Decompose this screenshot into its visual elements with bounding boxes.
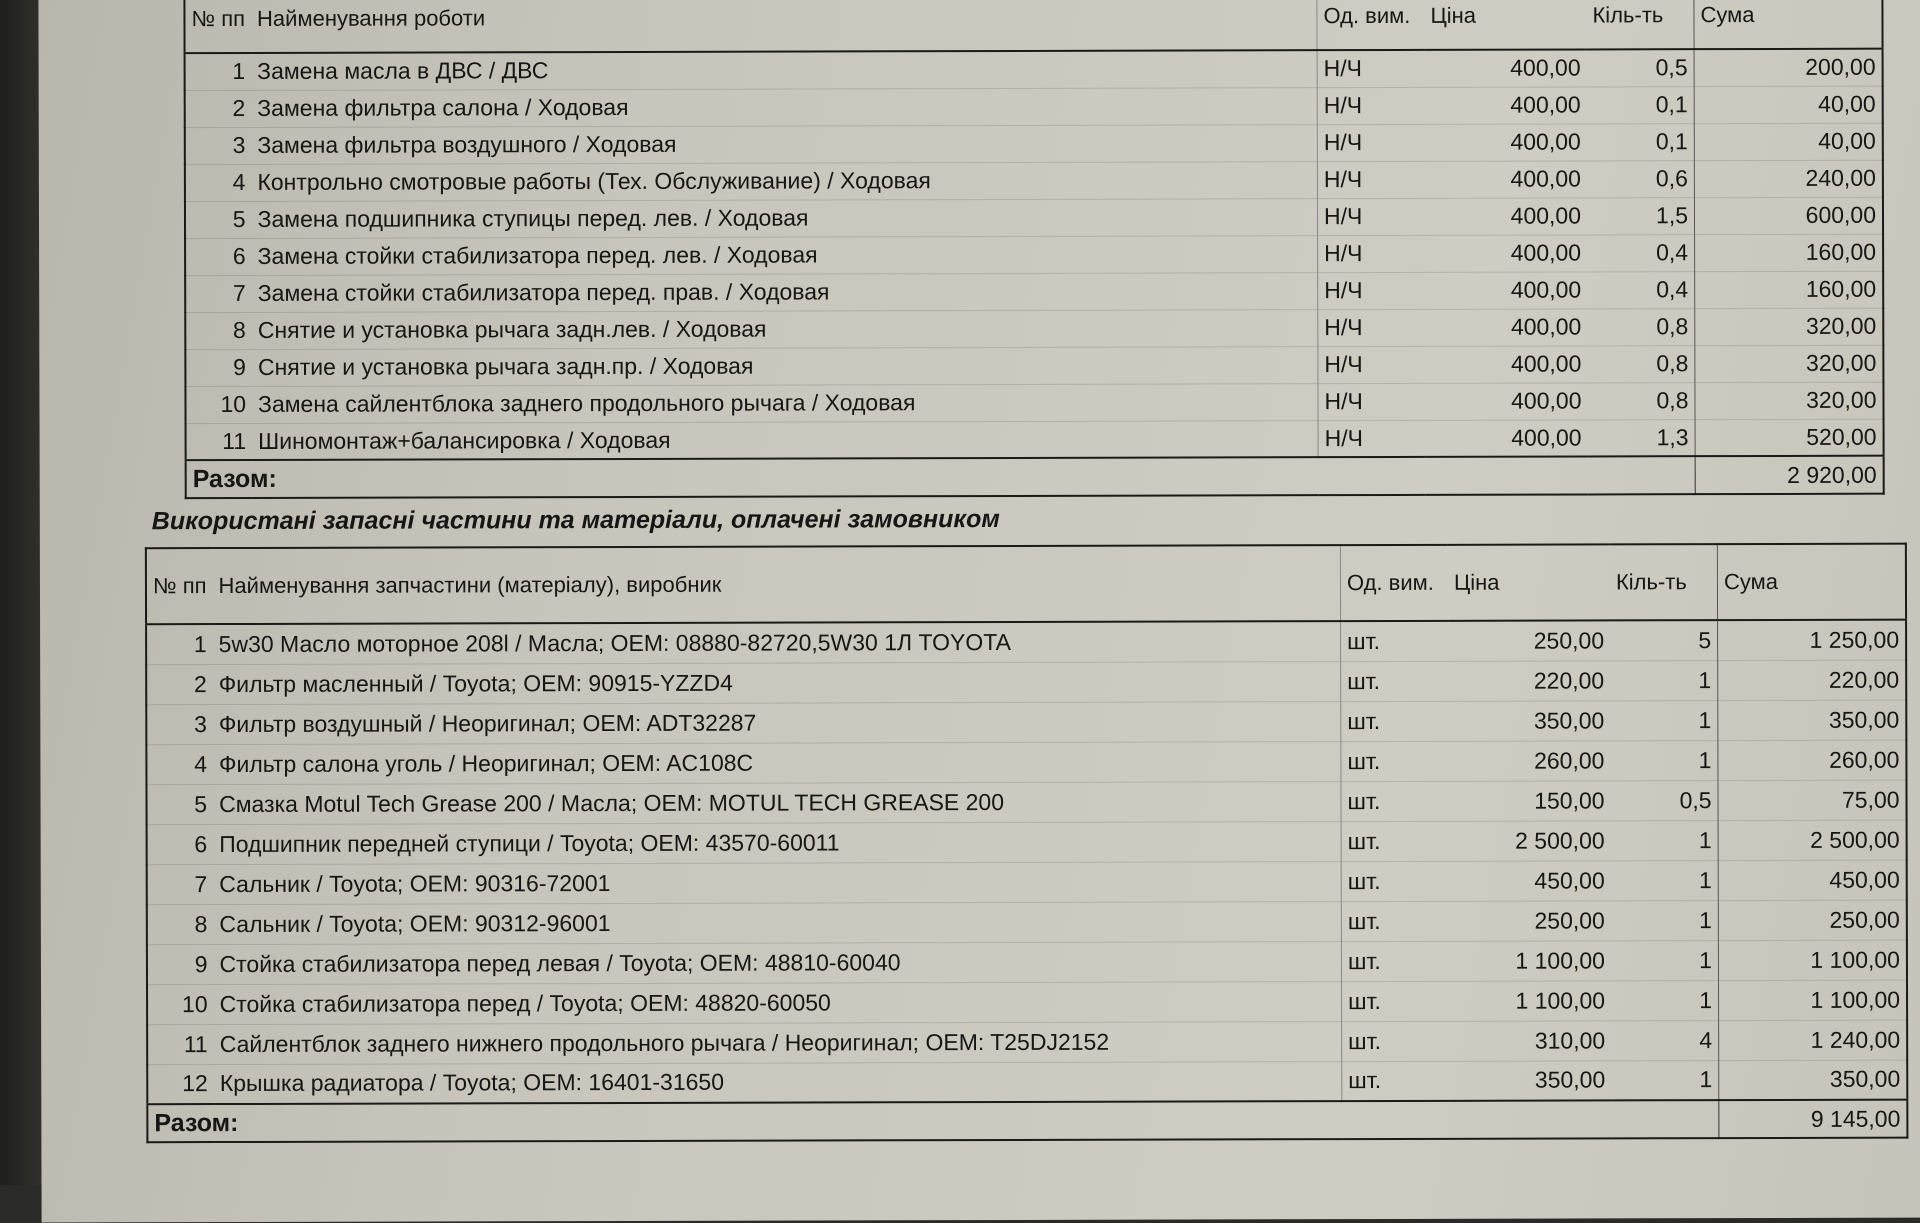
row-name: 5w30 Масло моторное 208l / Масла; OEM: 08880-82720,5W30 1Л TOYOTA — [218, 628, 1011, 657]
row-sum: 250,00 — [1829, 906, 1900, 933]
row-name: Стойка стабилизатора перед / Toyota; OEM: 48820-60050 — [219, 988, 831, 1017]
row-price: 400,00 — [1510, 128, 1581, 155]
row-sum: 220,00 — [1828, 666, 1900, 693]
row-name: Фильтр воздушный / Неоригинал; OEM: ADT32287 — [218, 709, 757, 737]
row-sum: 200,00 — [1805, 53, 1876, 81]
row-sum: 1 250,00 — [1809, 626, 1900, 653]
row-sum: 75,00 — [1841, 786, 1900, 813]
row-qty: 0,4 — [1587, 271, 1695, 308]
row-number: 10 — [181, 990, 208, 1017]
row-qty: 1 — [1610, 740, 1718, 780]
row-unit: Н/Ч — [1318, 383, 1426, 420]
row-unit: шт. — [1341, 981, 1449, 1021]
table-row — [185, 123, 1883, 164]
table-row — [147, 1020, 1907, 1065]
row-sum: 320,00 — [1806, 386, 1877, 413]
parts-section-title: Використані запасні частини та матеріали, оплачені замовником — [151, 505, 1000, 536]
row-sum: 320,00 — [1805, 312, 1877, 339]
document-page — [38, 0, 1920, 1223]
row-sum: 260,00 — [1829, 746, 1900, 773]
row-price: 400,00 — [1510, 313, 1582, 340]
table-row — [147, 940, 1907, 985]
row-name: Смазка Motul Tech Grease 200 / Масла; OEM: MOTUL TECH GREASE 200 — [219, 788, 1005, 817]
parts-table-header — [146, 544, 1906, 625]
header-price: Ціна — [1453, 569, 1500, 595]
row-unit: Н/Ч — [1317, 161, 1425, 198]
works-total-row — [186, 456, 1884, 498]
row-price: 400,00 — [1510, 165, 1581, 192]
table-row — [185, 271, 1883, 312]
header-sum: Сума — [1723, 568, 1779, 595]
row-price: 250,00 — [1534, 906, 1605, 934]
row-qty: 0,8 — [1587, 382, 1695, 419]
table-row — [147, 820, 1907, 865]
row-qty: 1,3 — [1588, 419, 1696, 456]
row-name: Стойка стабилизатора перед левая / Toyota; OEM: 48810-60040 — [219, 948, 901, 977]
row-number: 5 — [232, 205, 246, 233]
row-unit: шт. — [1341, 901, 1449, 941]
table-row — [185, 197, 1883, 238]
row-unit: Н/Ч — [1317, 124, 1425, 161]
table-row — [147, 900, 1907, 945]
row-sum: 160,00 — [1805, 238, 1877, 265]
row-sum: 1 100,00 — [1810, 986, 1901, 1013]
row-unit: Н/Ч — [1318, 420, 1426, 457]
row-number: 11 — [222, 427, 247, 454]
row-price: 400,00 — [1510, 276, 1582, 303]
parts-total-row — [147, 1100, 1907, 1143]
row-name: Подшипник передней ступици / Toyota; OEM: 43570-60011 — [219, 828, 840, 857]
table-row — [146, 660, 1906, 705]
row-number: 9 — [233, 353, 246, 381]
row-sum: 1 240,00 — [1810, 1026, 1901, 1053]
row-unit: шт. — [1341, 861, 1449, 901]
row-sum: 2 500,00 — [1810, 826, 1900, 853]
row-price: 400,00 — [1510, 91, 1581, 118]
row-qty: 1 — [1611, 980, 1719, 1020]
table-row — [185, 49, 1883, 90]
table-row — [185, 345, 1883, 386]
row-name: Замена фильтра воздушного / Ходовая — [257, 130, 677, 158]
row-name: Снятие и установка рычага задн.лев. / Ходовая — [257, 315, 767, 343]
row-number: 2 — [193, 670, 207, 697]
works-table-header — [184, 0, 1882, 53]
table-row — [186, 419, 1884, 460]
row-price: 260,00 — [1534, 746, 1605, 774]
total-label: Разом: — [154, 1108, 239, 1137]
row-number: 1 — [193, 630, 207, 657]
row-number: 4 — [194, 750, 208, 777]
row-unit: Н/Ч — [1318, 346, 1426, 383]
row-qty: 0,4 — [1587, 234, 1695, 271]
row-price: 400,00 — [1510, 54, 1581, 81]
row-qty: 1 — [1611, 900, 1719, 940]
row-sum: 350,00 — [1829, 1065, 1901, 1093]
row-unit: шт. — [1342, 1061, 1450, 1101]
row-unit: шт. — [1341, 621, 1449, 661]
row-unit: шт. — [1341, 661, 1449, 701]
header-name: Найменування роботи — [256, 5, 486, 31]
table-row — [146, 700, 1906, 745]
table-row — [147, 860, 1907, 905]
row-number: 4 — [232, 168, 246, 196]
row-name: Замена стойки стабилизатора перед. лев. / Ходовая — [257, 241, 818, 269]
row-qty: 0,5 — [1610, 780, 1718, 820]
row-unit: Н/Ч — [1318, 235, 1426, 272]
row-number: 6 — [194, 830, 208, 857]
row-price: 450,00 — [1534, 866, 1605, 894]
row-qty: 0,8 — [1587, 345, 1695, 382]
row-unit: Н/Ч — [1317, 50, 1425, 87]
row-number: 5 — [194, 790, 208, 817]
row-qty: 1 — [1611, 1060, 1719, 1100]
row-name: Замена сайлентблока заднего продольного рычага / Ходовая — [257, 389, 916, 417]
table-row — [146, 740, 1906, 785]
table-row — [146, 620, 1906, 665]
header-sum: Сума — [1700, 2, 1755, 28]
table-row — [185, 160, 1883, 201]
table-row — [185, 382, 1883, 423]
row-price: 400,00 — [1511, 387, 1582, 414]
row-number: 8 — [233, 316, 246, 344]
row-sum: 350,00 — [1828, 706, 1900, 733]
row-number: 1 — [232, 58, 246, 85]
row-qty: 1 — [1611, 860, 1719, 900]
header-no: № пп — [191, 5, 246, 32]
row-number: 3 — [194, 710, 207, 737]
header-price: Ціна — [1430, 2, 1477, 28]
row-unit: Н/Ч — [1318, 272, 1426, 309]
total-label: Разом: — [192, 464, 277, 493]
header-qty: Кіль-ть — [1586, 0, 1694, 49]
total-value: 2 920,00 — [1695, 456, 1884, 494]
row-qty: 0,1 — [1587, 86, 1695, 123]
header-name: Найменування запчастини (матеріалу), виробник — [218, 571, 722, 599]
row-unit: шт. — [1341, 821, 1449, 861]
row-unit: Н/Ч — [1318, 309, 1426, 346]
row-price: 400,00 — [1510, 239, 1582, 266]
row-unit: шт. — [1341, 941, 1449, 981]
row-qty: 1 — [1611, 820, 1719, 860]
header-unit: Од. вим. — [1317, 0, 1425, 50]
row-sum: 520,00 — [1806, 423, 1877, 450]
row-price: 1 100,00 — [1515, 986, 1606, 1014]
row-qty: 0,6 — [1587, 160, 1695, 197]
table-row — [147, 980, 1907, 1025]
row-name: Замена подшипника ступицы перед. лев. / Ходовая — [257, 204, 809, 232]
row-qty: 0,8 — [1587, 308, 1695, 345]
table-row — [185, 234, 1883, 275]
row-unit: шт. — [1341, 741, 1449, 781]
row-number: 9 — [194, 950, 208, 977]
row-qty: 1 — [1610, 700, 1718, 740]
row-name: Замена масла в ДВС / ДВС — [257, 57, 549, 85]
row-name: Крышка радиатора / Toyota; OEM: 16401-31650 — [219, 1068, 725, 1097]
table-row — [185, 308, 1883, 349]
row-sum: 40,00 — [1818, 127, 1876, 154]
row-number: 6 — [232, 242, 246, 270]
header-no: № пп — [152, 573, 207, 599]
row-sum: 160,00 — [1805, 275, 1877, 302]
row-number: 7 — [194, 870, 208, 897]
table-row — [185, 86, 1883, 127]
row-name: Контрольно смотровые работы (Тех. Обслуживание) / Ходовая — [257, 167, 931, 195]
row-name: Замена стойки стабилизатора перед. прав. / Ходовая — [257, 278, 830, 306]
row-unit: Н/Ч — [1317, 87, 1425, 124]
row-sum: 240,00 — [1805, 164, 1876, 191]
row-qty: 5 — [1610, 620, 1718, 660]
row-number: 12 — [182, 1070, 208, 1097]
row-number: 2 — [232, 94, 246, 122]
row-number: 3 — [232, 131, 246, 159]
row-price: 250,00 — [1533, 627, 1605, 654]
row-unit: шт. — [1341, 701, 1449, 741]
row-qty: 0,5 — [1587, 49, 1695, 86]
parts-table — [145, 543, 1909, 1144]
row-price: 350,00 — [1533, 706, 1605, 734]
row-price: 350,00 — [1534, 1066, 1606, 1093]
row-unit: шт. — [1342, 1021, 1450, 1061]
row-sum: 600,00 — [1805, 201, 1877, 228]
row-name: Фильтр салона уголь / Неоригинал; OEM: AC108C — [218, 749, 754, 777]
row-price: 400,00 — [1510, 202, 1582, 229]
row-qty: 1,5 — [1587, 197, 1695, 234]
header-qty: Кіль-ть — [1610, 544, 1718, 620]
table-row — [147, 1060, 1907, 1105]
row-number: 11 — [183, 1030, 208, 1057]
row-sum: 1 100,00 — [1810, 946, 1900, 973]
row-name: Сайлентблок заднего нижнего продольного рычага / Неоригинал; OEM: T25DJ2152 — [219, 1028, 1110, 1057]
row-number: 7 — [232, 279, 246, 307]
row-price: 1 100,00 — [1515, 946, 1605, 974]
row-qty: 4 — [1611, 1020, 1719, 1060]
row-price: 310,00 — [1534, 1026, 1606, 1054]
table-row — [146, 780, 1906, 825]
row-price: 400,00 — [1510, 350, 1582, 377]
row-number: 10 — [220, 390, 247, 418]
row-name: Замена фильтра салона / Ходовая — [257, 93, 629, 121]
row-name: Сальник / Toyota; OEM: 90312-96001 — [219, 909, 611, 937]
row-price: 2 500,00 — [1515, 826, 1605, 854]
row-unit: шт. — [1341, 781, 1449, 821]
row-qty: 0,1 — [1587, 123, 1695, 160]
works-table — [183, 0, 1884, 499]
row-qty: 1 — [1610, 660, 1718, 700]
row-sum: 320,00 — [1805, 349, 1877, 376]
row-name: Шиномонтаж+балансировка / Ходовая — [258, 426, 671, 454]
row-price: 150,00 — [1534, 786, 1605, 814]
header-unit: Од. вим. — [1340, 545, 1448, 621]
row-name: Фильтр масленный / Toyota; OEM: 90915-YZZD4 — [218, 669, 733, 697]
row-sum: 40,00 — [1818, 90, 1876, 117]
row-name: Сальник / Toyota; OEM: 90316-72001 — [219, 869, 611, 897]
total-value: 9 145,00 — [1719, 1100, 1908, 1138]
row-qty: 1 — [1611, 940, 1719, 980]
row-name: Снятие и установка рычага задн.пр. / Ходовая — [257, 352, 754, 380]
row-unit: Н/Ч — [1317, 198, 1425, 235]
row-price: 400,00 — [1511, 424, 1582, 451]
row-sum: 450,00 — [1829, 866, 1900, 893]
row-number: 8 — [194, 910, 208, 937]
row-price: 220,00 — [1533, 666, 1605, 694]
